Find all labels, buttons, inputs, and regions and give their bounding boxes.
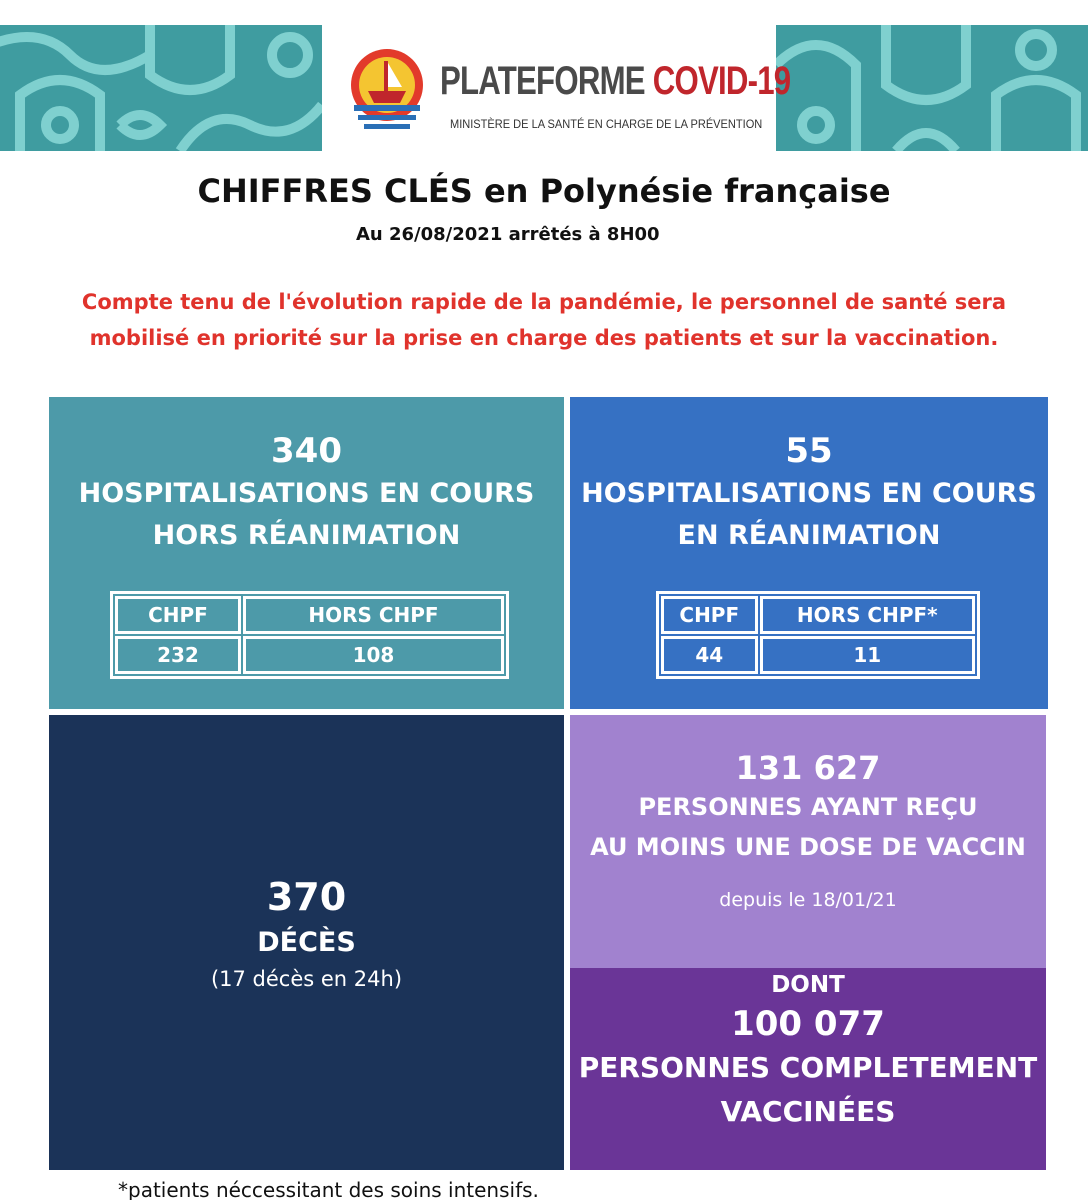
notice-text	[30, 284, 1058, 356]
vacc-full-label-line-1: PERSONNES COMPLETEMENT	[578, 1051, 1038, 1084]
brand-block	[340, 33, 791, 143]
french-polynesia-emblem-icon	[348, 39, 426, 137]
hosp-col-chpf: CHPF	[115, 596, 241, 634]
brand-title-part1: PLATEFORME	[440, 59, 653, 103]
rea-col-hors-chpf: HORS CHPF*	[760, 596, 975, 634]
vacc-full-stat-box	[570, 968, 1046, 1170]
deces-stat-box	[49, 715, 564, 1170]
vacc-full-value: 100 077	[731, 1004, 885, 1044]
notice-line-2: mobilisé en priorité sur la prise en charge des patients et sur la vaccination.	[89, 326, 999, 350]
hosp-label	[49, 473, 564, 557]
table-row	[115, 636, 504, 674]
footnote: *patients néccessitant des soins intensifs.	[118, 1178, 539, 1200]
vacc-label-line-2: AU MOINS UNE DOSE DE VACCIN	[590, 833, 1026, 861]
table-header-row	[661, 596, 975, 634]
vacc-label-line-1: PERSONNES AYANT REÇU	[638, 793, 978, 821]
table-header-row	[115, 596, 504, 634]
hosp-value: 340	[271, 431, 342, 471]
notice-line-1: Compte tenu de l'évolution rapide de la pandémie, le personnel de santé sera	[81, 290, 1007, 314]
tapa-pattern-left	[0, 25, 322, 151]
deces-value: 370	[266, 875, 347, 919]
brand-title-part2: COVID-19	[652, 59, 791, 103]
vacc-stat-box	[570, 715, 1046, 968]
hosp-stat-box	[49, 397, 564, 709]
vacc-since: depuis le 18/01/21	[719, 889, 897, 911]
rea-val-chpf: 44	[661, 636, 758, 674]
date-line: Au 26/08/2021 arrêtés à 8H00	[356, 224, 660, 245]
tapa-pattern-right	[776, 25, 1088, 151]
vacc-full-label	[570, 1046, 1046, 1134]
brand-subtitle: MINISTÈRE DE LA SANTÉ EN CHARGE DE LA PRÉVENTION	[450, 117, 763, 131]
hosp-breakdown-table	[110, 591, 509, 679]
rea-col-chpf: CHPF	[661, 596, 758, 634]
vacc-value: 131 627	[735, 749, 881, 787]
rea-breakdown-table	[656, 591, 980, 679]
vacc-full-dont: DONT	[771, 972, 845, 998]
hosp-label-line-1: HOSPITALISATIONS EN COURS	[78, 478, 535, 509]
hosp-label-line-2: HORS RÉANIMATION	[152, 520, 461, 551]
deces-label: DÉCÈS	[257, 927, 356, 958]
deces-sub: (17 décès en 24h)	[210, 967, 403, 991]
rea-value: 55	[785, 431, 833, 471]
rea-label	[570, 473, 1048, 557]
hosp-val-hors-chpf: 108	[243, 636, 504, 674]
rea-val-hors-chpf: 11	[760, 636, 975, 674]
rea-label-line-1: HOSPITALISATIONS EN COURS	[581, 478, 1037, 509]
brand-title	[440, 59, 790, 104]
table-row	[661, 636, 975, 674]
rea-stat-box	[570, 397, 1048, 709]
hosp-val-chpf: 232	[115, 636, 241, 674]
rea-label-line-2: EN RÉANIMATION	[677, 520, 941, 551]
hosp-col-hors-chpf: HORS CHPF	[243, 596, 504, 634]
page-title: CHIFFRES CLÉS en Polynésie française	[197, 172, 891, 210]
vacc-full-label-line-2: VACCINÉES	[720, 1095, 896, 1128]
header-banner	[0, 25, 1088, 151]
vacc-label	[570, 787, 1046, 867]
